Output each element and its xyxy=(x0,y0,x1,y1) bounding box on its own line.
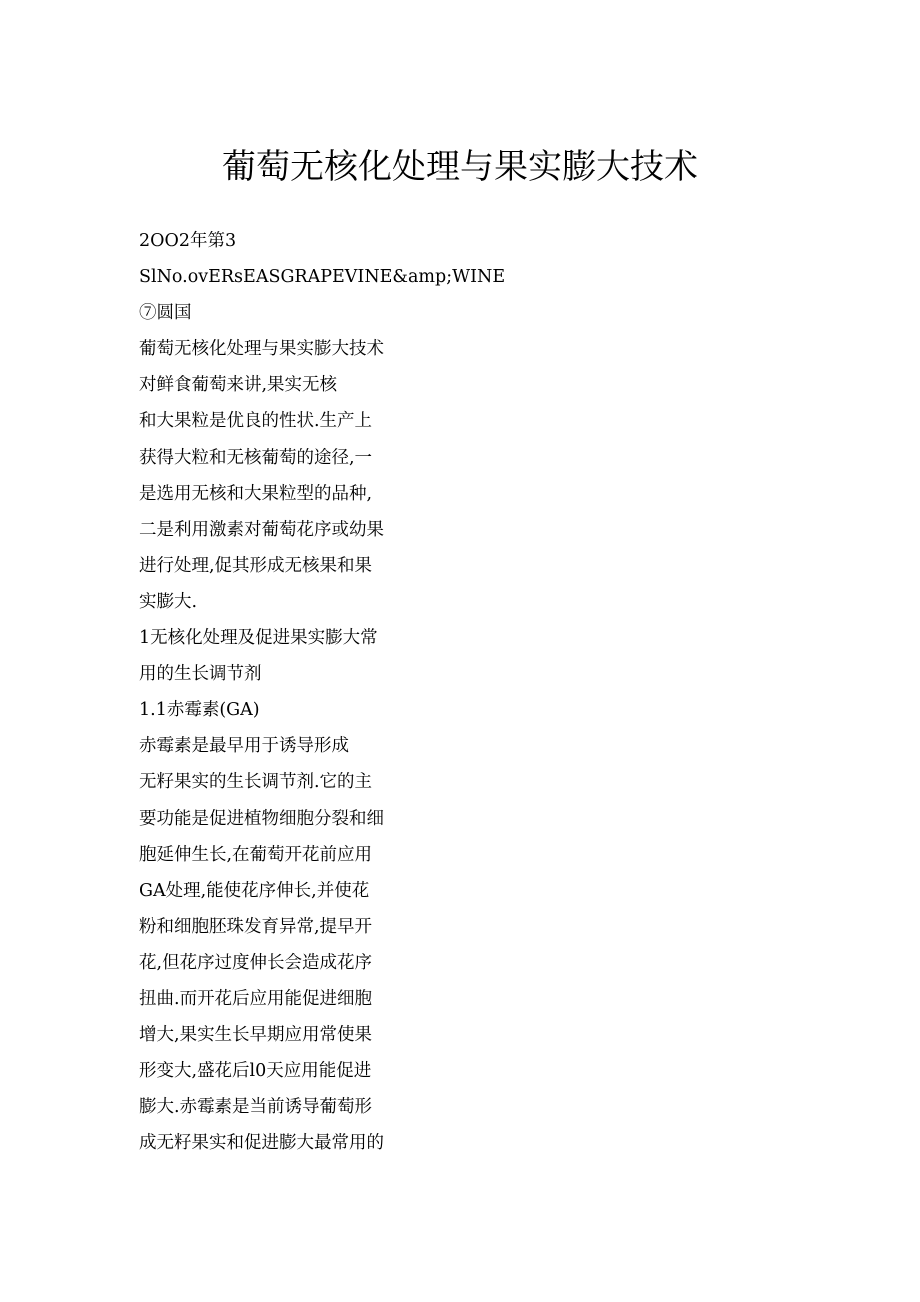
text-line: ⑦圆国 xyxy=(139,303,192,324)
text-line: 粉和细胞胚珠发育异常,提早开 xyxy=(139,916,373,937)
text-line: 1无核化处理及促进果实膨大常 xyxy=(139,628,378,649)
text-line: 和大果粒是优良的性状.生产上 xyxy=(139,411,373,432)
text-line: 实膨大. xyxy=(139,591,198,612)
text-line: 胞延伸生长,在葡萄开花前应用 xyxy=(139,844,373,865)
text-line: 是选用无核和大果粒型的品种, xyxy=(139,483,373,504)
text-line: 进行处理,促其形成无核果和果 xyxy=(139,555,373,576)
text-line: 二是利用激素对葡萄花序或幼果 xyxy=(139,519,384,540)
text-line: 无籽果实的生长调节剂.它的主 xyxy=(139,772,373,793)
document-body xyxy=(139,226,779,1164)
text-line: 要功能是促进植物细胞分裂和细 xyxy=(139,808,384,829)
text-line: 成无籽果实和促进膨大最常用的 xyxy=(139,1133,384,1154)
text-line: 1.1赤霉素(GA) xyxy=(139,700,260,721)
text-line: GA处理,能使花序伸长,并使花 xyxy=(139,880,370,901)
text-line: 增大,果实生长早期应用常使果 xyxy=(139,1025,373,1046)
text-line: 葡萄无核化处理与果实膨大技术 xyxy=(139,339,384,360)
text-line: 花,但花序过度伸长会造成花序 xyxy=(139,952,373,973)
document-title: 葡萄无核化处理与果实膨大技术 xyxy=(222,147,698,187)
text-line: 用的生长调节剂 xyxy=(139,664,262,685)
text-line: 扭曲.而开花后应用能促进细胞 xyxy=(139,988,373,1009)
text-line: 形变大,盛花后l0天应用能促进 xyxy=(139,1061,372,1082)
text-line: 赤霉素是最早用于诱导形成 xyxy=(139,736,349,757)
text-line: 2OO2年第3 xyxy=(139,231,237,251)
text-line: 对鲜食葡萄来讲,果实无核 xyxy=(139,375,338,396)
text-line: SlNo.ovERsEASGRAPEVINE&amp;WINE xyxy=(139,267,506,288)
text-line: 膨大.赤霉素是当前诱导葡萄形 xyxy=(139,1097,373,1118)
text-line: 获得大粒和无核葡萄的途径,一 xyxy=(139,447,373,468)
